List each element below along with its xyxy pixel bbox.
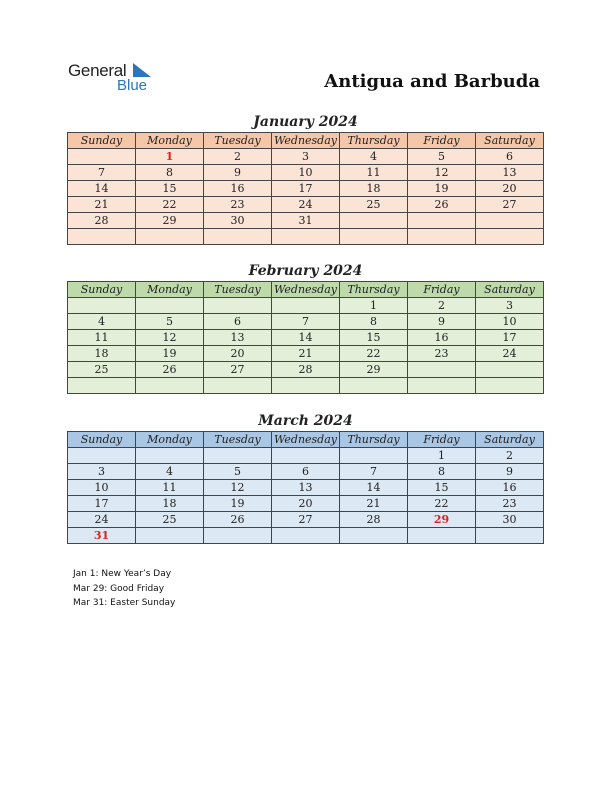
day-cell: 27 bbox=[476, 197, 544, 213]
day-cell: 16 bbox=[476, 480, 544, 496]
week-row bbox=[68, 464, 544, 480]
day-cell: 10 bbox=[476, 314, 544, 330]
weekday-header: Wednesday bbox=[272, 282, 340, 298]
day-cell: 16 bbox=[408, 330, 476, 346]
day-cell: 9 bbox=[408, 314, 476, 330]
holiday-note: Mar 31: Easter Sunday bbox=[73, 598, 176, 608]
empty-day-cell bbox=[476, 229, 544, 245]
empty-day-cell bbox=[68, 149, 136, 165]
day-cell: 20 bbox=[204, 346, 272, 362]
day-cell: 27 bbox=[272, 512, 340, 528]
day-cell: 7 bbox=[340, 464, 408, 480]
empty-day-cell bbox=[340, 378, 408, 394]
weekday-header: Tuesday bbox=[204, 282, 272, 298]
day-cell: 28 bbox=[340, 512, 408, 528]
empty-day-cell bbox=[136, 528, 204, 544]
logo-text-blue: Blue bbox=[117, 77, 148, 94]
day-cell: 18 bbox=[68, 346, 136, 362]
day-cell: 15 bbox=[408, 480, 476, 496]
day-cell: 5 bbox=[408, 149, 476, 165]
empty-day-cell bbox=[476, 528, 544, 544]
empty-day-cell bbox=[272, 298, 340, 314]
day-cell: 15 bbox=[340, 330, 408, 346]
empty-day-cell bbox=[340, 448, 408, 464]
day-cell: 18 bbox=[340, 181, 408, 197]
day-cell: 3 bbox=[68, 464, 136, 480]
week-row bbox=[68, 378, 544, 394]
empty-day-cell bbox=[476, 378, 544, 394]
day-cell: 18 bbox=[136, 496, 204, 512]
day-cell: 2 bbox=[204, 149, 272, 165]
month-grid bbox=[67, 281, 544, 394]
empty-day-cell bbox=[68, 448, 136, 464]
day-cell: 26 bbox=[136, 362, 204, 378]
week-row bbox=[68, 512, 544, 528]
day-cell: 12 bbox=[204, 480, 272, 496]
week-row bbox=[68, 448, 544, 464]
weekday-header: Sunday bbox=[68, 282, 136, 298]
day-cell: 20 bbox=[476, 181, 544, 197]
day-cell: 29 bbox=[340, 362, 408, 378]
weekday-header: Tuesday bbox=[204, 432, 272, 448]
day-cell: 17 bbox=[272, 181, 340, 197]
day-cell: 9 bbox=[476, 464, 544, 480]
empty-day-cell bbox=[136, 448, 204, 464]
day-cell: 5 bbox=[204, 464, 272, 480]
day-cell: 24 bbox=[68, 512, 136, 528]
day-cell: 29 bbox=[408, 512, 476, 528]
day-cell: 7 bbox=[272, 314, 340, 330]
weekday-header: Sunday bbox=[68, 133, 136, 149]
day-cell: 2 bbox=[476, 448, 544, 464]
day-cell: 12 bbox=[408, 165, 476, 181]
week-row bbox=[68, 362, 544, 378]
country-title: Antigua and Barbuda bbox=[324, 71, 540, 92]
weekday-header: Tuesday bbox=[204, 133, 272, 149]
day-cell: 27 bbox=[204, 362, 272, 378]
day-cell: 21 bbox=[272, 346, 340, 362]
day-cell: 1 bbox=[408, 448, 476, 464]
month-title: March 2024 bbox=[258, 413, 353, 429]
day-cell: 17 bbox=[68, 496, 136, 512]
empty-day-cell bbox=[408, 229, 476, 245]
day-cell: 19 bbox=[136, 346, 204, 362]
weekday-header: Saturday bbox=[476, 133, 544, 149]
day-cell: 11 bbox=[340, 165, 408, 181]
day-cell: 28 bbox=[68, 213, 136, 229]
week-row bbox=[68, 496, 544, 512]
day-cell: 22 bbox=[340, 346, 408, 362]
week-row bbox=[68, 149, 544, 165]
month-grid bbox=[67, 431, 544, 544]
logo-text-general: General bbox=[68, 61, 127, 80]
day-cell: 21 bbox=[68, 197, 136, 213]
day-cell: 25 bbox=[340, 197, 408, 213]
empty-day-cell bbox=[408, 213, 476, 229]
day-cell: 11 bbox=[136, 480, 204, 496]
empty-day-cell bbox=[204, 378, 272, 394]
week-row bbox=[68, 298, 544, 314]
empty-day-cell bbox=[340, 528, 408, 544]
day-cell: 23 bbox=[204, 197, 272, 213]
week-row bbox=[68, 346, 544, 362]
day-cell: 13 bbox=[272, 480, 340, 496]
empty-day-cell bbox=[340, 213, 408, 229]
calendar-february bbox=[67, 261, 544, 394]
day-cell: 6 bbox=[476, 149, 544, 165]
weekday-header: Friday bbox=[408, 282, 476, 298]
week-row bbox=[68, 181, 544, 197]
weekday-header: Wednesday bbox=[272, 432, 340, 448]
empty-day-cell bbox=[68, 229, 136, 245]
week-row bbox=[68, 165, 544, 181]
weekday-header: Friday bbox=[408, 432, 476, 448]
empty-day-cell bbox=[408, 362, 476, 378]
empty-day-cell bbox=[476, 362, 544, 378]
empty-day-cell bbox=[408, 378, 476, 394]
day-cell: 15 bbox=[136, 181, 204, 197]
empty-day-cell bbox=[204, 298, 272, 314]
holiday-notes bbox=[73, 567, 175, 611]
empty-day-cell bbox=[68, 298, 136, 314]
empty-day-cell bbox=[68, 378, 136, 394]
week-row bbox=[68, 528, 544, 544]
day-cell: 29 bbox=[136, 213, 204, 229]
weekday-header: Wednesday bbox=[272, 133, 340, 149]
day-cell: 10 bbox=[68, 480, 136, 496]
week-row bbox=[68, 314, 544, 330]
day-cell: 14 bbox=[68, 181, 136, 197]
day-cell: 10 bbox=[272, 165, 340, 181]
empty-day-cell bbox=[136, 378, 204, 394]
weekday-header: Monday bbox=[136, 282, 204, 298]
month-title: February 2024 bbox=[248, 263, 363, 279]
day-cell: 1 bbox=[340, 298, 408, 314]
day-cell: 17 bbox=[476, 330, 544, 346]
empty-day-cell bbox=[272, 528, 340, 544]
day-cell: 8 bbox=[136, 165, 204, 181]
day-cell: 3 bbox=[476, 298, 544, 314]
empty-day-cell bbox=[408, 528, 476, 544]
weekday-header: Saturday bbox=[476, 282, 544, 298]
day-cell: 19 bbox=[204, 496, 272, 512]
day-cell: 23 bbox=[408, 346, 476, 362]
holiday-note: Mar 29: Good Friday bbox=[73, 583, 165, 594]
calendar-march bbox=[67, 411, 544, 544]
week-row bbox=[68, 229, 544, 245]
empty-day-cell bbox=[272, 448, 340, 464]
day-cell: 13 bbox=[476, 165, 544, 181]
day-cell: 23 bbox=[476, 496, 544, 512]
empty-day-cell bbox=[340, 229, 408, 245]
day-cell: 21 bbox=[340, 496, 408, 512]
day-cell: 25 bbox=[136, 512, 204, 528]
empty-day-cell bbox=[204, 528, 272, 544]
weekday-header-row bbox=[68, 432, 544, 448]
day-cell: 30 bbox=[476, 512, 544, 528]
month-grid bbox=[67, 132, 544, 245]
day-cell: 31 bbox=[68, 528, 136, 544]
empty-day-cell bbox=[136, 229, 204, 245]
weekday-header: Monday bbox=[136, 133, 204, 149]
day-cell: 4 bbox=[136, 464, 204, 480]
day-cell: 4 bbox=[68, 314, 136, 330]
empty-day-cell bbox=[204, 448, 272, 464]
holiday-note: Jan 1: New Year’s Day bbox=[73, 569, 172, 579]
weekday-header-row bbox=[68, 133, 544, 149]
week-row bbox=[68, 330, 544, 346]
day-cell: 12 bbox=[136, 330, 204, 346]
day-cell: 22 bbox=[136, 197, 204, 213]
day-cell: 6 bbox=[272, 464, 340, 480]
day-cell: 3 bbox=[272, 149, 340, 165]
day-cell: 22 bbox=[408, 496, 476, 512]
empty-day-cell bbox=[272, 378, 340, 394]
weekday-header-row bbox=[68, 282, 544, 298]
day-cell: 6 bbox=[204, 314, 272, 330]
week-row bbox=[68, 197, 544, 213]
weekday-header: Monday bbox=[136, 432, 204, 448]
day-cell: 16 bbox=[204, 181, 272, 197]
day-cell: 14 bbox=[340, 480, 408, 496]
empty-day-cell bbox=[272, 229, 340, 245]
day-cell: 9 bbox=[204, 165, 272, 181]
day-cell: 13 bbox=[204, 330, 272, 346]
day-cell: 30 bbox=[204, 213, 272, 229]
day-cell: 26 bbox=[408, 197, 476, 213]
generalblue-logo bbox=[68, 61, 168, 97]
day-cell: 8 bbox=[340, 314, 408, 330]
day-cell: 2 bbox=[408, 298, 476, 314]
weekday-header: Thursday bbox=[340, 282, 408, 298]
week-row bbox=[68, 213, 544, 229]
day-cell: 31 bbox=[272, 213, 340, 229]
day-cell: 1 bbox=[136, 149, 204, 165]
day-cell: 19 bbox=[408, 181, 476, 197]
day-cell: 5 bbox=[136, 314, 204, 330]
empty-day-cell bbox=[204, 229, 272, 245]
weekday-header: Thursday bbox=[340, 133, 408, 149]
weekday-header: Sunday bbox=[68, 432, 136, 448]
empty-day-cell bbox=[136, 298, 204, 314]
day-cell: 26 bbox=[204, 512, 272, 528]
weekday-header: Friday bbox=[408, 133, 476, 149]
day-cell: 7 bbox=[68, 165, 136, 181]
day-cell: 25 bbox=[68, 362, 136, 378]
day-cell: 24 bbox=[476, 346, 544, 362]
weekday-header: Saturday bbox=[476, 432, 544, 448]
day-cell: 8 bbox=[408, 464, 476, 480]
month-title: January 2024 bbox=[253, 114, 358, 130]
day-cell: 4 bbox=[340, 149, 408, 165]
calendar-january bbox=[67, 112, 544, 245]
day-cell: 20 bbox=[272, 496, 340, 512]
day-cell: 11 bbox=[68, 330, 136, 346]
weekday-header: Thursday bbox=[340, 432, 408, 448]
week-row bbox=[68, 480, 544, 496]
day-cell: 24 bbox=[272, 197, 340, 213]
empty-day-cell bbox=[476, 213, 544, 229]
day-cell: 14 bbox=[272, 330, 340, 346]
day-cell: 28 bbox=[272, 362, 340, 378]
